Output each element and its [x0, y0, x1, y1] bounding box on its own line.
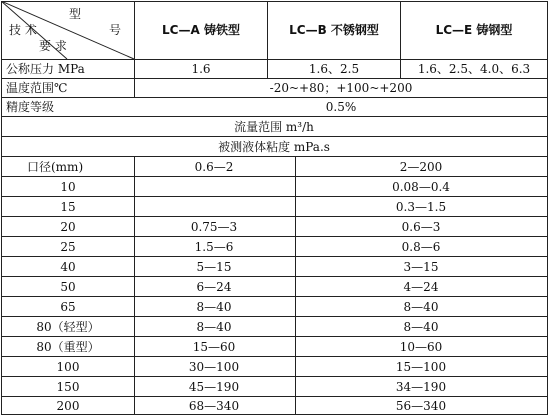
rule	[1, 236, 548, 237]
rule	[1, 216, 548, 217]
flow-high-cell: 10—60	[399, 340, 443, 354]
flow-range-title: 流量范围 m³/h	[234, 120, 314, 134]
temperature-value: -20~+80；+100~+200	[269, 81, 413, 95]
rule	[1, 396, 548, 397]
flow-high-cell: 4—24	[403, 280, 439, 294]
model-header-e: LC—E 铸钢型	[435, 23, 513, 37]
caliber-cell: 50	[60, 280, 76, 294]
model-header-b: LC—B 不锈钢型	[289, 23, 379, 37]
caliber-header: 口径(mm)	[27, 160, 84, 174]
flow-high-cell: 0.3—1.5	[395, 200, 447, 214]
flow-high-cell: 3—15	[403, 260, 439, 274]
pressure-a: 1.6	[191, 62, 211, 76]
viscosity-low-header: 0.6—2	[194, 160, 234, 174]
rule	[1, 176, 548, 177]
caliber-cell: 100	[56, 360, 80, 374]
flow-high-cell: 8—40	[403, 320, 439, 334]
corner-label-jishu: 技 术	[9, 23, 37, 37]
rule	[1, 316, 548, 317]
rule	[295, 156, 296, 415]
rule	[1, 296, 548, 297]
caliber-cell: 80（重型）	[36, 340, 100, 354]
caliber-cell: 10	[60, 180, 76, 194]
flow-high-cell: 15—100	[395, 360, 447, 374]
pressure-e: 1.6、2.5、4.0、6.3	[417, 62, 531, 76]
rule	[1, 256, 548, 257]
rule	[1, 1, 2, 415]
rule	[1, 156, 548, 157]
viscosity-high-header: 2—200	[399, 160, 443, 174]
caliber-cell: 25	[60, 240, 76, 254]
rule	[1, 414, 548, 415]
spec-table	[1, 1, 548, 415]
caliber-cell: 80（轻型）	[36, 320, 100, 334]
flow-high-cell: 0.6—3	[401, 220, 441, 234]
rule	[1, 356, 548, 357]
flow-low-cell: 5—15	[196, 260, 232, 274]
flow-low-cell: 1.5—6	[194, 240, 234, 254]
caliber-cell: 150	[56, 380, 80, 394]
flow-high-cell: 8—40	[403, 300, 439, 314]
caliber-cell: 200	[56, 399, 80, 413]
flow-low-cell: 30—100	[188, 360, 240, 374]
viscosity-title: 被测液体粘度 mPa.s	[218, 140, 330, 154]
accuracy-label: 精度等级	[6, 100, 55, 114]
rule	[1, 136, 548, 137]
flow-low-cell: 15—60	[192, 340, 236, 354]
model-header-a: LC—A 铸铁型	[162, 23, 240, 37]
flow-low-cell: 6—24	[196, 280, 232, 294]
rule	[400, 1, 401, 78]
rule	[1, 116, 548, 117]
pressure-b: 1.6、2.5	[308, 62, 360, 76]
rule	[1, 376, 548, 377]
rule	[1, 78, 548, 79]
caliber-cell: 15	[60, 200, 76, 214]
rule	[1, 97, 548, 98]
rule	[1, 196, 548, 197]
caliber-cell: 20	[60, 220, 76, 234]
rule	[1, 336, 548, 337]
corner-label-yaoqiu: 要 求	[39, 39, 67, 53]
flow-high-cell: 34—190	[395, 380, 447, 394]
flow-low-cell: 8—40	[196, 300, 232, 314]
accuracy-value: 0.5%	[325, 100, 357, 114]
corner-label-hao: 号	[109, 23, 122, 37]
flow-high-cell: 0.08—0.4	[392, 180, 450, 194]
flow-low-cell: 45—190	[188, 380, 240, 394]
corner-label-xing: 型	[69, 7, 82, 21]
flow-low-cell: 0.75—3	[190, 220, 238, 234]
pressure-label: 公称压力 MPa	[6, 62, 85, 76]
caliber-cell: 40	[60, 260, 76, 274]
flow-low-cell: 8—40	[196, 320, 232, 334]
caliber-cell: 65	[60, 300, 76, 314]
flow-low-cell: 68—340	[188, 399, 240, 413]
flow-high-cell: 56—340	[395, 399, 447, 413]
rule	[267, 1, 268, 78]
flow-high-cell: 0.8—6	[401, 240, 441, 254]
rule	[547, 1, 548, 415]
rule	[134, 156, 135, 415]
rule	[1, 276, 548, 277]
temperature-label: 温度范围℃	[6, 81, 68, 95]
